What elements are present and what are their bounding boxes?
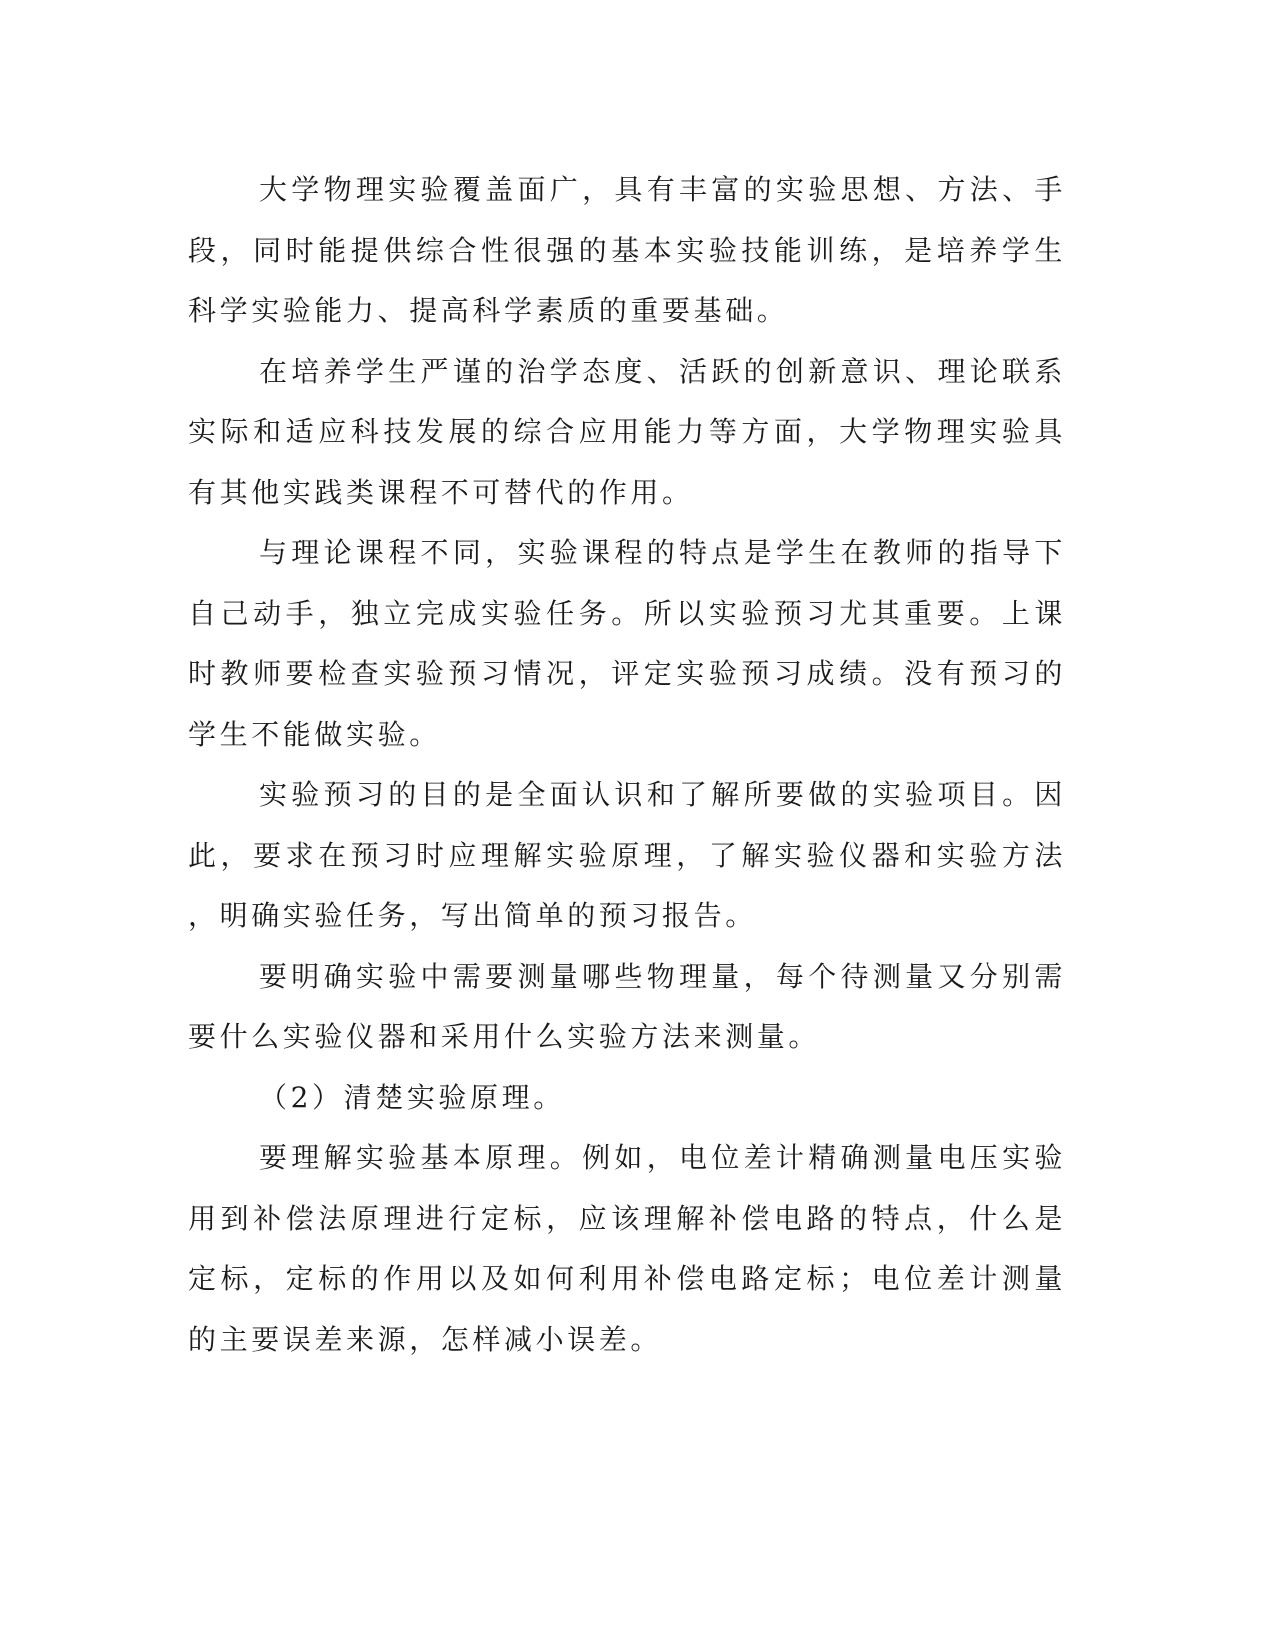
paragraph-physics-lab-overview: 大学物理实验覆盖面广，具有丰富的实验思想、方法、手段，同时能提供综合性很强的基本实验技能训练，是培养学生科学实验能力、提高科学素质的重要基础。 (188, 173, 1066, 327)
section-heading-principle: （2）清楚实验原理。 (259, 1080, 565, 1114)
paragraph-preview-purpose: 实验预习的目的是全面认识和了解所要做的实验项目。因此，要求在预习时应理解实验原理，了解实验仪器和实验方法，明确实验任务，写出简单的预习报告。 (188, 778, 1066, 932)
paragraph-measurement-quantities: 要明确实验中需要测量哪些物理量，每个待测量又分别需要什么实验仪器和采用什么实验方法来测量。 (188, 959, 1066, 1053)
paragraph-lab-role: 在培养学生严谨的治学态度、活跃的创新意识、理论联系实际和适应科技发展的综合应用能力等方面，大学物理实验具有其他实践类课程不可替代的作用。 (188, 354, 1066, 509)
paragraph-principle-example: 要理解实验基本原理。例如，电位差计精确测量电压实验用到补偿法原理进行定标，应该理解补偿电路的特点，什么是定标，定标的作用以及如何利用补偿电路定标；电位差计测量的主要误差来源，怎样减小误差。 (188, 1141, 1066, 1356)
paragraph-lab-preview-importance: 与理论课程不同，实验课程的特点是学生在教师的指导下自己动手，独立完成实验任务。所以实验预习尤其重要。上课时教师要检查实验预习情况，评定实验预习成绩。没有预习的学生不能做实验。 (188, 536, 1066, 751)
document-body (188, 160, 1066, 1370)
